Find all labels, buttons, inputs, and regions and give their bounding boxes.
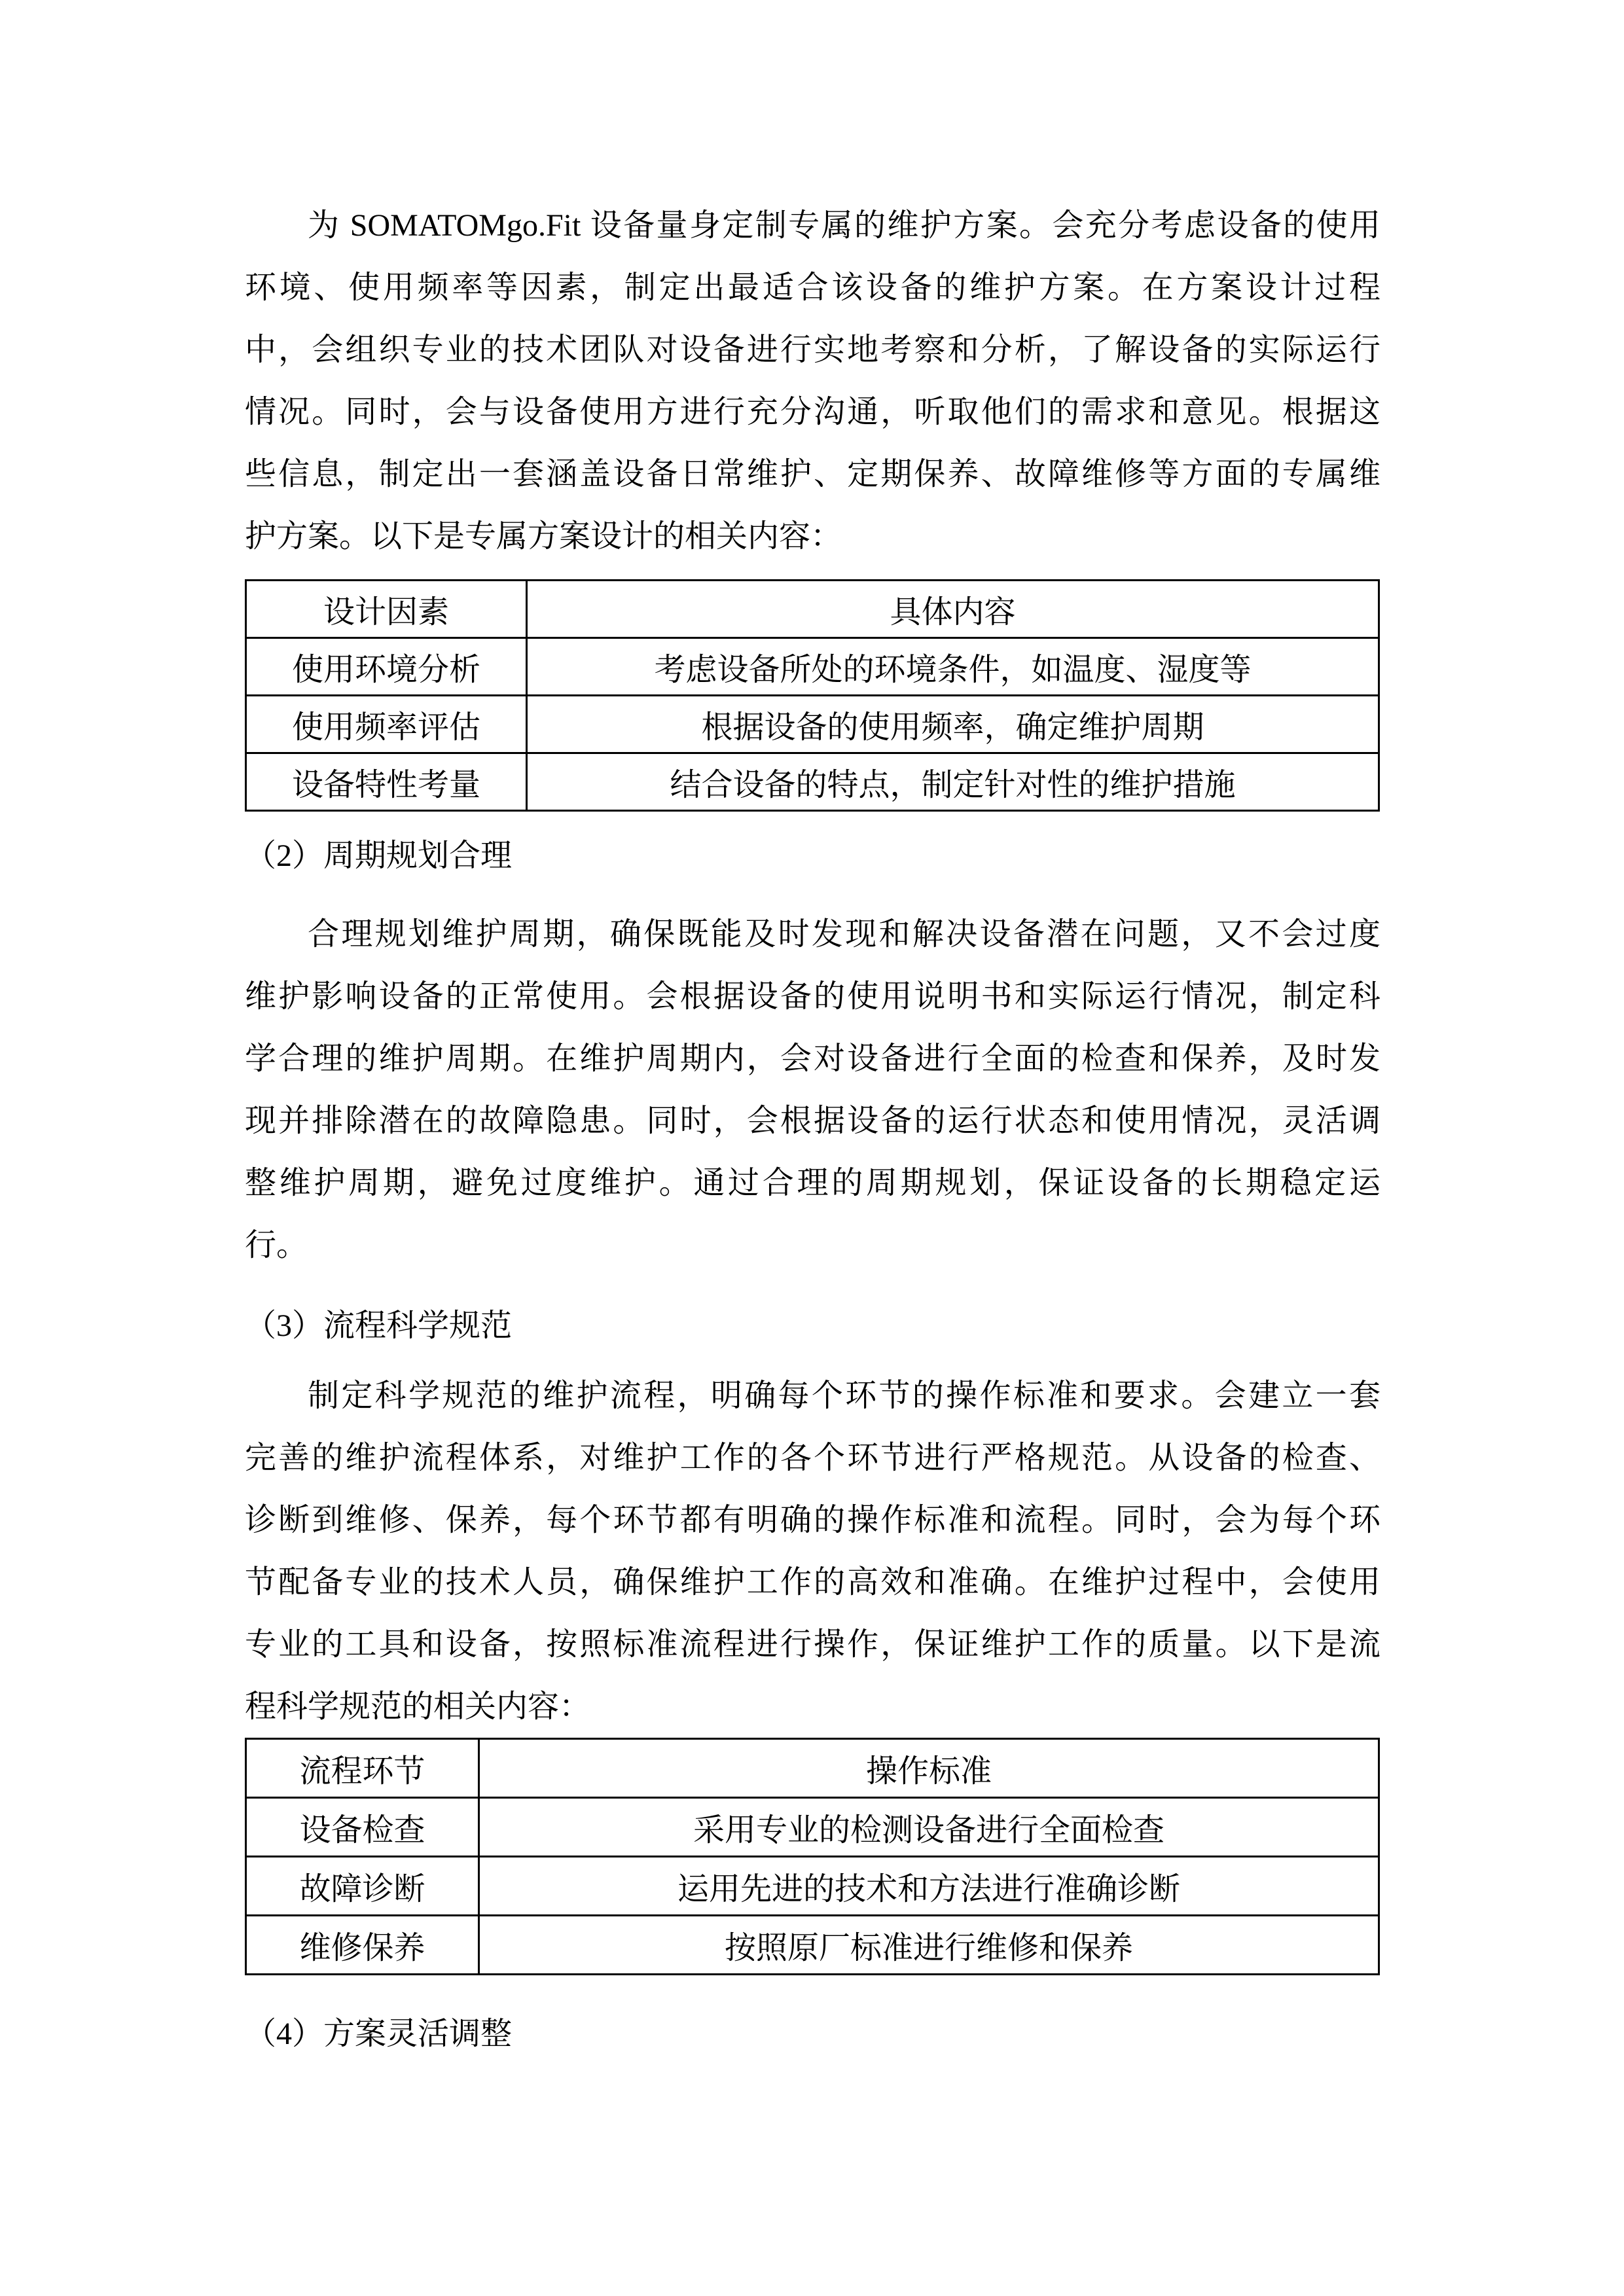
paragraph-1-line-6: 护方案。以下是专属方案设计的相关内容： (245, 519, 842, 554)
table-row (246, 1916, 1379, 1975)
paragraph-3-line-1: 制定科学规范的维护流程，明确每个环节的操作标准和要求。会建立一套 (308, 1378, 1380, 1413)
paragraph-2-line-2: 维护影响设备的正常使用。会根据设备的使用说明书和实际运行情况，制定科 (245, 979, 1380, 1014)
table-row (246, 1857, 1379, 1916)
paragraph-2 (245, 903, 1380, 1276)
table-row (246, 638, 1379, 696)
paragraph-1-line-1: 为 SOMATOMgo.Fit 设备量身定制专属的维护方案。会充分考虑设备的使用 (308, 208, 1380, 243)
paragraph-3-line-5: 专业的工具和设备，按照标准流程进行操作，保证维护工作的质量。以下是流 (245, 1627, 1380, 1662)
paragraph-3-line-2: 完善的维护流程体系，对维护工作的各个环节进行严格规范。从设备的检查、 (245, 1441, 1380, 1475)
paragraph-2-line-4: 现并排除潜在的故障隐患。同时，会根据设备的运行状态和使用情况，灵活调 (245, 1103, 1380, 1138)
process-standards-table (245, 1738, 1380, 1975)
table-header-cell: 具体内容 (527, 581, 1379, 638)
table-cell: 按照原厂标准进行维修和保养 (479, 1916, 1379, 1975)
section-heading-3: （3）流程科学规范 (245, 1308, 513, 1343)
table-cell: 结合设备的特点，制定针对性的维护措施 (527, 753, 1379, 811)
table-cell: 根据设备的使用频率，确定维护周期 (527, 696, 1379, 753)
table-header-cell: 流程环节 (246, 1739, 479, 1798)
table-cell: 故障诊断 (246, 1857, 479, 1916)
paragraph-3-line-3: 诊断到维修、保养，每个环节都有明确的操作标准和流程。同时，会为每个环 (245, 1503, 1380, 1537)
table-header-cell: 设计因素 (246, 581, 527, 638)
table-header-row (246, 581, 1379, 638)
table-cell: 使用频率评估 (246, 696, 527, 753)
table-cell: 运用先进的技术和方法进行准确诊断 (479, 1857, 1379, 1916)
paragraph-3 (245, 1365, 1380, 1738)
section-heading-2: （2）周期规划合理 (245, 838, 513, 873)
paragraph-1-line-3: 中，会组织专业的技术团队对设备进行实地考察和分析，了解设备的实际运行 (245, 332, 1380, 367)
table-cell: 考虑设备所处的环境条件，如温度、湿度等 (527, 638, 1379, 696)
paragraph-2-line-5: 整维护周期，避免过度维护。通过合理的周期规划，保证设备的长期稳定运 (245, 1166, 1380, 1200)
table-row (246, 1798, 1379, 1857)
table-cell: 使用环境分析 (246, 638, 527, 696)
table-cell: 维修保养 (246, 1916, 479, 1975)
paragraph-3-line-4: 节配备专业的技术人员，确保维护工作的高效和准确。在维护过程中，会使用 (245, 1565, 1380, 1600)
table-cell: 设备特性考量 (246, 753, 527, 811)
table-cell: 设备检查 (246, 1798, 479, 1857)
paragraph-2-line-6: 行。 (245, 1228, 308, 1263)
table-header-cell: 操作标准 (479, 1739, 1379, 1798)
paragraph-1-line-2: 环境、使用频率等因素，制定出最适合该设备的维护方案。在方案设计过程 (245, 270, 1380, 305)
table-row (246, 753, 1379, 811)
paragraph-2-line-3: 学合理的维护周期。在维护周期内，会对设备进行全面的检查和保养，及时发 (245, 1041, 1380, 1076)
paragraph-1-line-4: 情况。同时，会与设备使用方进行充分沟通，听取他们的需求和意见。根据这 (245, 395, 1380, 429)
design-factors-table (245, 579, 1380, 812)
paragraph-1-line-5: 些信息，制定出一套涵盖设备日常维护、定期保养、故障维修等方面的专属维 (245, 457, 1380, 492)
table-row (246, 696, 1379, 753)
table-header-row (246, 1739, 1379, 1798)
paragraph-2-line-1: 合理规划维护周期，确保既能及时发现和解决设备潜在问题，又不会过度 (308, 917, 1380, 952)
paragraph-1 (245, 194, 1380, 567)
paragraph-3-line-6: 程科学规范的相关内容： (245, 1689, 591, 1724)
table-cell: 采用专业的检测设备进行全面检查 (479, 1798, 1379, 1857)
section-heading-4: （4）方案灵活调整 (245, 2017, 513, 2051)
